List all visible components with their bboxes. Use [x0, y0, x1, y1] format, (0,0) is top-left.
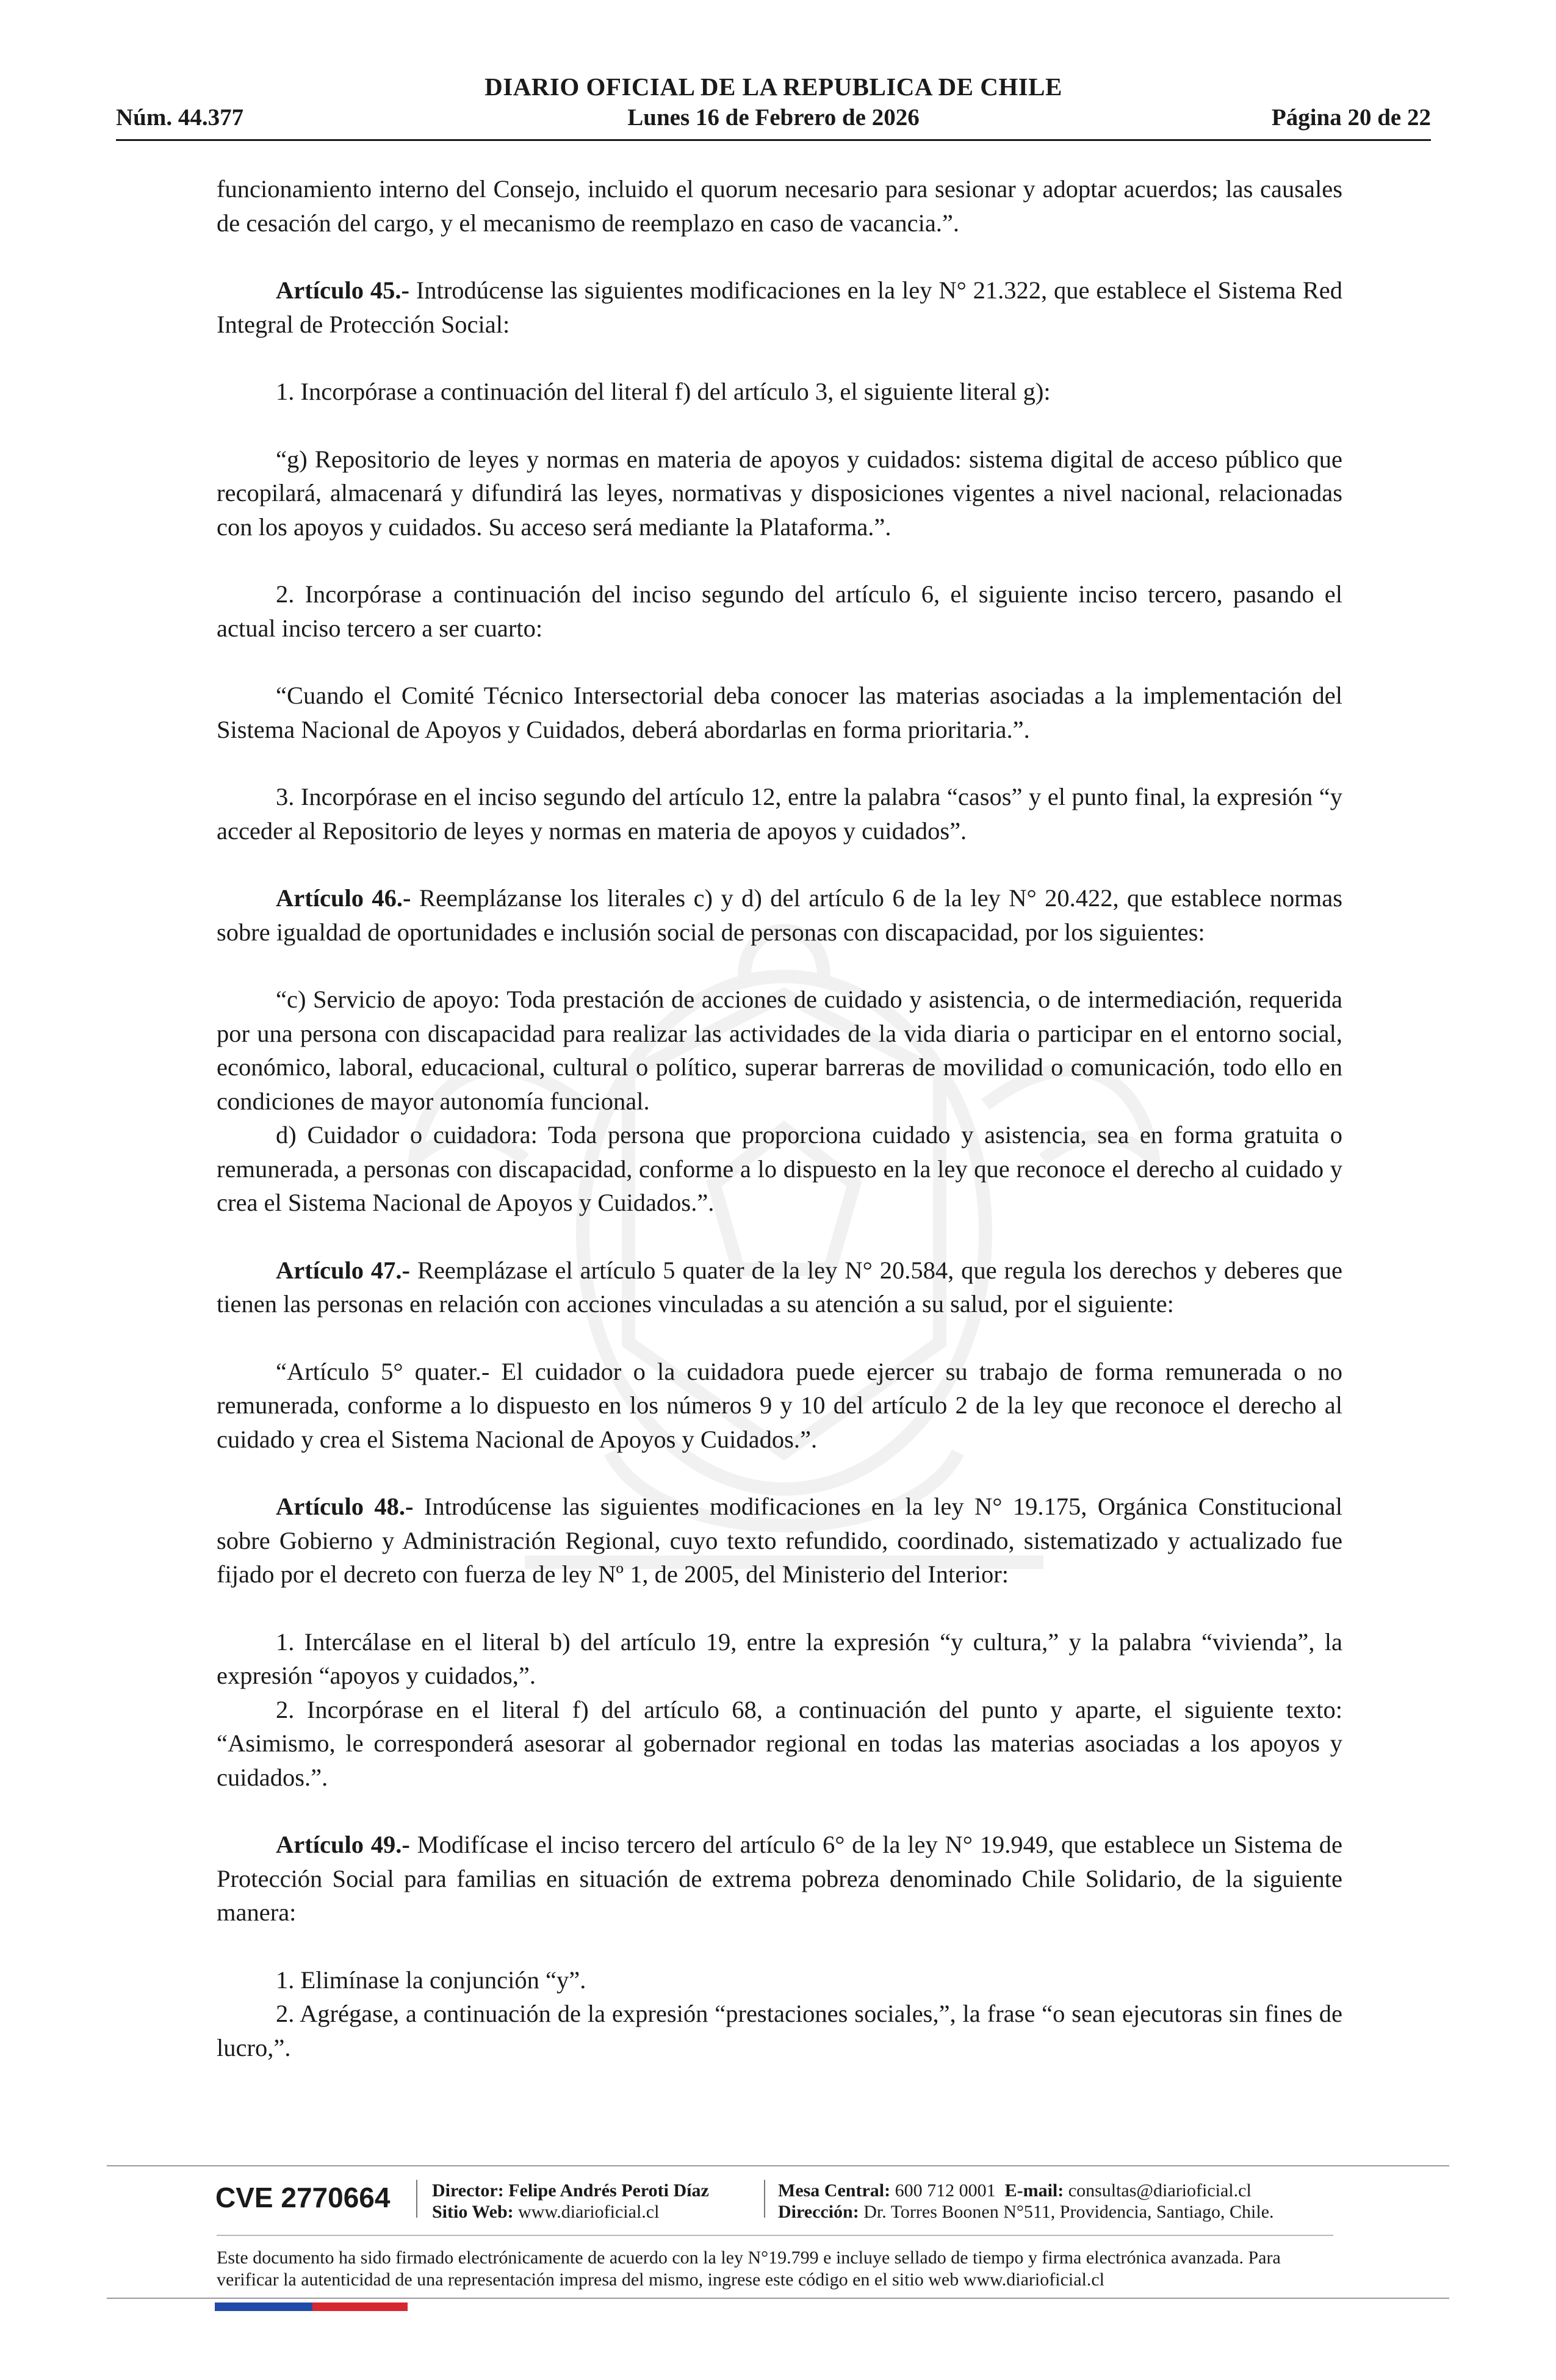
publication-title: DIARIO OFICIAL DE LA REPUBLICA DE CHILE — [484, 73, 1062, 101]
article-45-item-3: 3. Incorpórase en el inciso segundo del artículo 12, entre la palabra “casos” y el punto final, la expresión “y acceder al Repositorio de leyes y normas en materia de apoyos y cuidados”. — [217, 783, 1342, 845]
article-45-heading: Artículo 45.- — [276, 276, 409, 304]
article-45-quote: “Cuando el Comité Técnico Intersectorial deba conocer las materias asociadas a la implementación del Sistema Nacional de Apoyos y Cuidados, deberá abordarlas en forma prioritaria.”. — [217, 682, 1342, 743]
article-48-item-1: 1. Intercálase en el literal b) del artículo 19, entre la expresión “y cultura,” y la palabra “vivienda”, la expresión “apoyos y cuidados,”. — [217, 1628, 1342, 1689]
footer-divider-top — [107, 2165, 1449, 2166]
article-48-item-2: 2. Incorpórase en el literal f) del artículo 68, a continuación del punto y aparte, el siguiente texto: “Asimismo, le corresponderá asesorar al gobernador regional en todas las materias asociadas a los apoyos y cuidados.”. — [217, 1695, 1342, 1791]
email-link[interactable]: consultas@diarioficial.cl — [1064, 2180, 1252, 2201]
article-47-quote: “Artículo 5° quater.- El cuidador o la cuidadora puede ejercer su trabajo de forma remunerada o no remunerada, conforme a lo dispuesto en los números 9 y 10 del artículo 2 de la ley que reconoce el derecho al cuidado y crea el Sistema Nacional de Apoyos y Cuidados.”. — [217, 1357, 1342, 1453]
article-49-heading: Artículo 49.- — [276, 1831, 410, 1858]
flag-stripe-blue — [215, 2302, 312, 2311]
address-label: Dirección: — [778, 2202, 859, 2222]
footer-web-line — [432, 2201, 709, 2223]
footer-director-block — [432, 2180, 709, 2223]
article-49-text: Modifícase el inciso tercero del artículo 6° de la ley N° 19.949, que establece un Sistema de Protección Social para familias en situación de extrema pobreza denominado Chile Solidario, de la siguiente manera: — [217, 1831, 1342, 1926]
article-48 — [217, 1490, 1342, 1592]
page-number: Página 20 de 22 — [1271, 104, 1431, 131]
paragraph-continuation: funcionamiento interno del Consejo, incluido el quorum necesario para sesionar y adoptar acuerdos; las causales de cesación del cargo, y el mecanismo de reemplazo en caso de vacancia.”. — [217, 175, 1342, 237]
address-text: Dr. Torres Boonen N°511, Providencia, Santiago, Chile. — [859, 2202, 1274, 2222]
article-46-literal-d: d) Cuidador o cuidadora: Toda persona que proporciona cuidado y asistencia, sea en forma gratuita o remunerada, a personas con discapacidad, conforme a lo dispuesto en la ley que reconoce el derecho al cuidado y crea el Sistema Nacional de Apoyos y Cuidados.”. — [217, 1121, 1342, 1216]
article-45 — [217, 273, 1342, 341]
footer-contact-block — [778, 2180, 1274, 2223]
article-49-item-2: 2. Agrégase, a continuación de la expresión “prestaciones sociales,”, la frase “o sean ejecutoras sin fines de lucro,”. — [217, 2000, 1342, 2061]
document-body — [217, 172, 1342, 2064]
article-46 — [217, 881, 1342, 949]
article-45-item-2: 2. Incorpórase a continuación del inciso segundo del artículo 6, el siguiente inciso tercero, pasando el actual inciso tercero a ser cuarto: — [217, 580, 1342, 642]
header-divider — [116, 139, 1431, 141]
cve-code: CVE 2770664 — [215, 2182, 391, 2213]
footer-divider-bottom — [107, 2298, 1449, 2299]
footer-address-line — [778, 2201, 1274, 2223]
flag-stripe-red — [312, 2302, 408, 2311]
issue-number: Núm. 44.377 — [116, 104, 244, 131]
signature-notice: Este documento ha sido firmado electrónicamente de acuerdo con la ley N°19.799 e incluye sellado de tiempo y firma electrónica avanzada. Para verificar la autenticidad de una representación impresa del mismo, ingrese este código en el sitio web www.diarioficial.cl — [217, 2248, 1281, 2290]
article-46-heading: Artículo 46.- — [276, 884, 411, 912]
director-name: Felipe Andrés Peroti Díaz — [503, 2180, 709, 2201]
article-47 — [217, 1253, 1342, 1321]
article-45-text: Introdúcense las siguientes modificaciones en la ley N° 21.322, que establece el Sistema Red Integral de Protección Social: — [217, 276, 1343, 338]
web-label: Sitio Web: — [432, 2202, 514, 2222]
article-47-heading: Artículo 47.- — [276, 1256, 411, 1284]
page-header — [116, 72, 1431, 145]
footer-separator — [416, 2180, 417, 2218]
footer-director-line — [432, 2180, 709, 2201]
article-49 — [217, 1828, 1342, 1930]
article-45-literal-g: “g) Repositorio de leyes y normas en materia de apoyos y cuidados: sistema digital de acceso público que recopilará, almacenará y difundirá las leyes, normativas y disposiciones vigentes a nivel nacional, relacionadas con los apoyos y cuidados. Su acceso será mediante la Plataforma.”. — [217, 445, 1342, 541]
phone-label: Mesa Central: — [778, 2180, 891, 2201]
footer-divider-middle — [217, 2235, 1333, 2236]
footer-separator — [764, 2180, 765, 2218]
article-48-text: Introdúcense las siguientes modificaciones en la ley N° 19.175, Orgánica Constitucional sobre Gobierno y Administración Regional, cuyo texto refundido, coordinado, sistematizado y actualizado fue fijado por el decreto con fuerza de ley Nº 1, de 2005, del Ministerio del Interior: — [217, 1493, 1343, 1588]
article-46-text: Reemplázanse los literales c) y d) del artículo 6 de la ley N° 20.422, que establece normas sobre igualdad de oportunidades e inclusión social de personas con discapacidad, por los siguientes: — [217, 884, 1342, 946]
phone-number: 600 712 0001 — [890, 2180, 996, 2201]
article-48-heading: Artículo 48.- — [276, 1493, 414, 1520]
web-url-link[interactable]: www.diarioficial.cl — [513, 2202, 660, 2222]
director-label: Director: — [432, 2180, 504, 2201]
article-47-text: Reemplázase el artículo 5 quater de la ley N° 20.584, que regula los derechos y deberes que tienen las personas en relación con acciones vinculadas a su atención a su salud, por el siguiente: — [217, 1256, 1342, 1318]
issue-date: Lunes 16 de Febrero de 2026 — [627, 104, 920, 131]
article-45-item-1: 1. Incorpórase a continuación del literal f) del artículo 3, el siguiente literal g): — [276, 378, 1051, 405]
email-label: E-mail: — [1004, 2180, 1064, 2201]
article-49-item-1: 1. Elimínase la conjunción “y”. — [276, 1966, 586, 1994]
article-46-literal-c: “c) Servicio de apoyo: Toda prestación de acciones de cuidado y asistencia, o de intermediación, requerida por una persona con discapacidad para realizar las actividades de la vida diaria o participar en el entorno social, económico, laboral, educacional, cultural o político, superar barreras de movilidad o comunicación, todo ello en condiciones de mayor autonomía funcional. — [217, 986, 1342, 1115]
footer-phone-line — [778, 2180, 1274, 2201]
